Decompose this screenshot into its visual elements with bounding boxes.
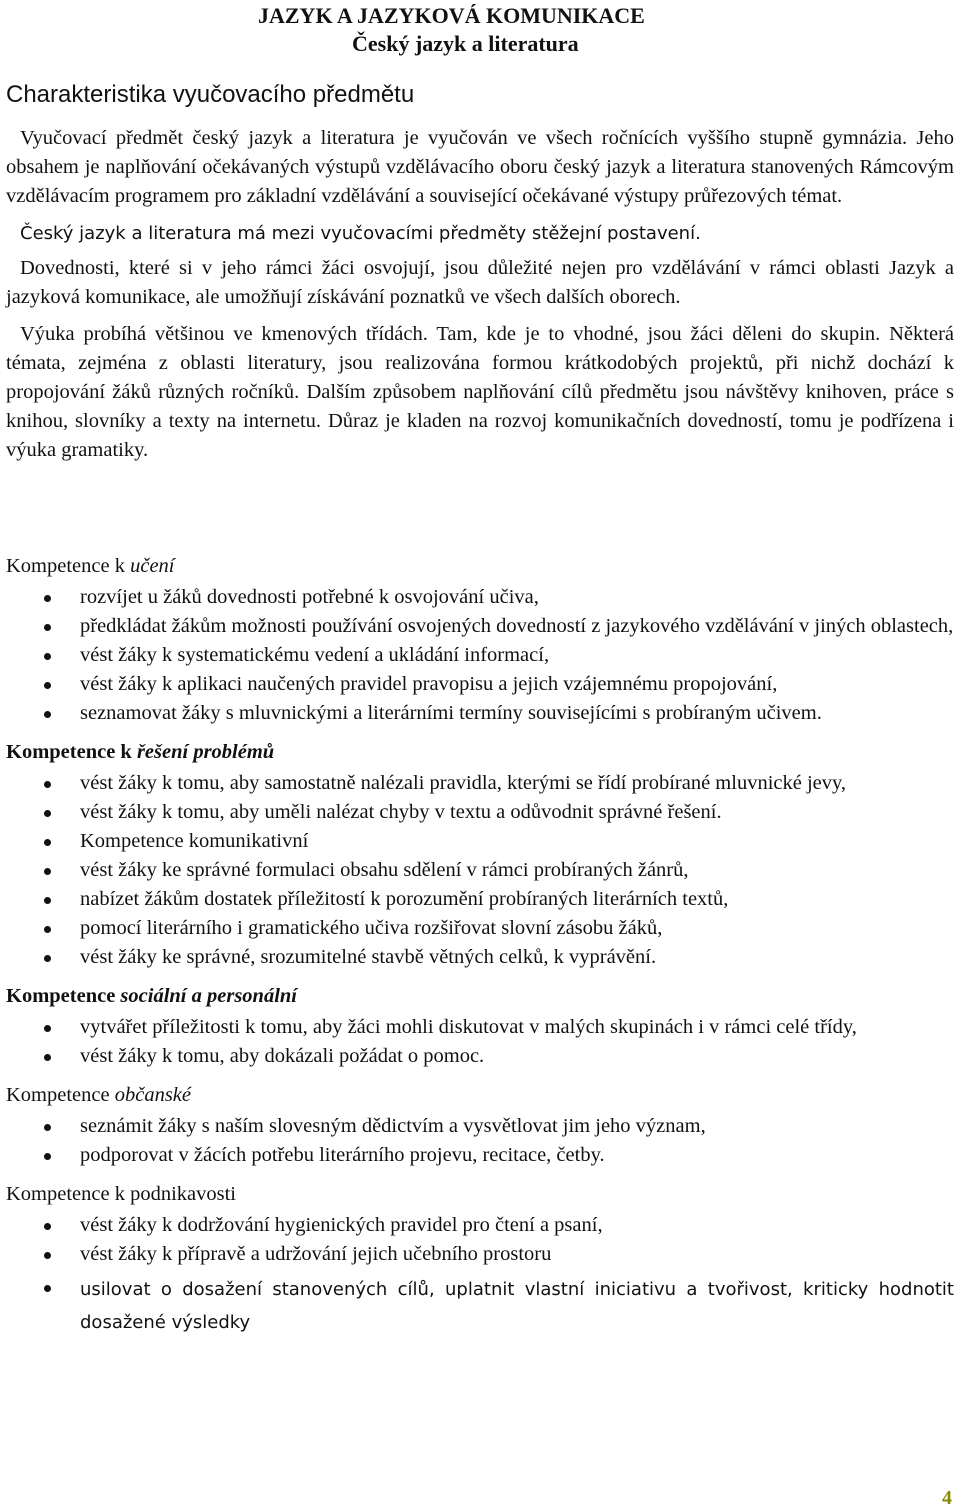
list-item: pomocí literárního i gramatického učiva rozšiřovat slovní zásobu žáků, [6, 914, 954, 943]
list-item: usilovat o dosažení stanovených cílů, uplatnit vlastní iniciativu a tvořivost, kriticky hodnotit dosažené výsledky [6, 1273, 954, 1339]
list-item: seznamovat žáky s mluvnickými a literárními termíny souvisejícími s probíraným učivem. [6, 699, 954, 728]
competence-heading: Kompetence k učení [6, 555, 175, 577]
intro-text [6, 124, 954, 465]
list-item: vést žáky k dodržování hygienických pravidel pro čtení a psaní, [6, 1211, 954, 1240]
paragraph: Dovednosti, které si v jeho rámci žáci osvojují, jsou důležité nejen pro vzdělávání v rámci oblasti Jazyk a jazyková komunikace, ale umožňují získávání poznatků ve všech dalších oborech. [6, 257, 954, 308]
competence-heading: Kompetence sociální a personální [6, 985, 297, 1007]
header-line-1: JAZYK A JAZYKOVÁ KOMUNIKACE [258, 3, 645, 28]
list-item: podporovat v žácích potřebu literárního projevu, recitace, četby. [6, 1141, 954, 1170]
paragraph: Vyučovací předmět český jazyk a literatura je vyučován ve všech ročnících vyššího stupně gymnázia. Jeho obsahem je naplňování očekávaných výstupů vzdělávacího oboru český jazyk a literatura stanovených Rámcovým vzdělávacím programem pro základní vzdělávání a související očekávané výstupy průřezových témat. [6, 127, 954, 207]
paragraph: Český jazyk a literatura má mezi vyučovacími předměty stěžejní postavení. [20, 223, 701, 244]
list-item: vést žáky k přípravě a udržování jejich učebního prostoru [6, 1240, 954, 1269]
bullet-list [6, 769, 954, 972]
list-item: nabízet žákům dostatek příležitostí k porozumění probíraných literárních textů, [6, 885, 954, 914]
bullet-list [6, 1112, 954, 1170]
bullet-list [6, 1211, 954, 1339]
header-line-2: Český jazyk a literatura [352, 31, 579, 56]
list-item: vést žáky ke správné formulaci obsahu sdělení v rámci probíraných žánrů, [6, 856, 954, 885]
list-item: vést žáky ke správné, srozumitelné stavbě větných celků, k vyprávění. [6, 943, 954, 972]
bullet-list [6, 1013, 954, 1071]
section-title: Charakteristika vyučovacího předmětu [6, 81, 415, 108]
list-item: seznámit žáky s naším slovesným dědictvím a vysvětlovat jim jeho význam, [6, 1112, 954, 1141]
competence-heading: Kompetence k řešení problémů [6, 741, 275, 763]
document-header [258, 2, 718, 58]
competence-heading: Kompetence k podnikavosti [6, 1183, 237, 1205]
page-number: 4 [942, 1487, 952, 1509]
list-item: vést žáky k tomu, aby samostatně nalézali pravidla, kterými se řídí probírané mluvnické jevy, [6, 769, 954, 798]
list-item: rozvíjet u žáků dovednosti potřebné k osvojování učiva, [6, 583, 954, 612]
list-item: vést žáky k tomu, aby uměli nalézat chyby v textu a odůvodnit správné řešení. [6, 798, 954, 827]
competence-heading: Kompetence občanské [6, 1084, 191, 1106]
paragraph: Výuka probíhá většinou ve kmenových třídách. Tam, kde je to vhodné, jsou žáci děleni do skupin. Některá témata, zejména z oblasti literatury, jsou realizována formou krátkodobých projektů, při nichž dochází k propojování žáků různých ročníků. Dalším způsobem naplňování cílů předmětu jsou návštěvy knihoven, práce s knihou, slovníky a texty na internetu. Důraz je kladen na rozvoj komunikačních dovedností, tomu je podřízena i výuka gramatiky. [6, 323, 954, 461]
list-item: vytvářet příležitosti k tomu, aby žáci mohli diskutovat v malých skupinách i v rámci celé třídy, [6, 1013, 954, 1042]
list-item: vést žáky k aplikaci naučených pravidel pravopisu a jejich vzájemnému propojování, [6, 670, 954, 699]
bullet-list [6, 583, 954, 728]
list-item: předkládat žákům možnosti používání osvojených dovedností z jazykového vzdělávání v jiných oblastech, [6, 612, 954, 641]
list-item: Kompetence komunikativní [6, 827, 954, 856]
competence-list [6, 552, 954, 1339]
list-item: vést žáky k tomu, aby dokázali požádat o pomoc. [6, 1042, 954, 1071]
list-item: vést žáky k systematickému vedení a ukládání informací, [6, 641, 954, 670]
